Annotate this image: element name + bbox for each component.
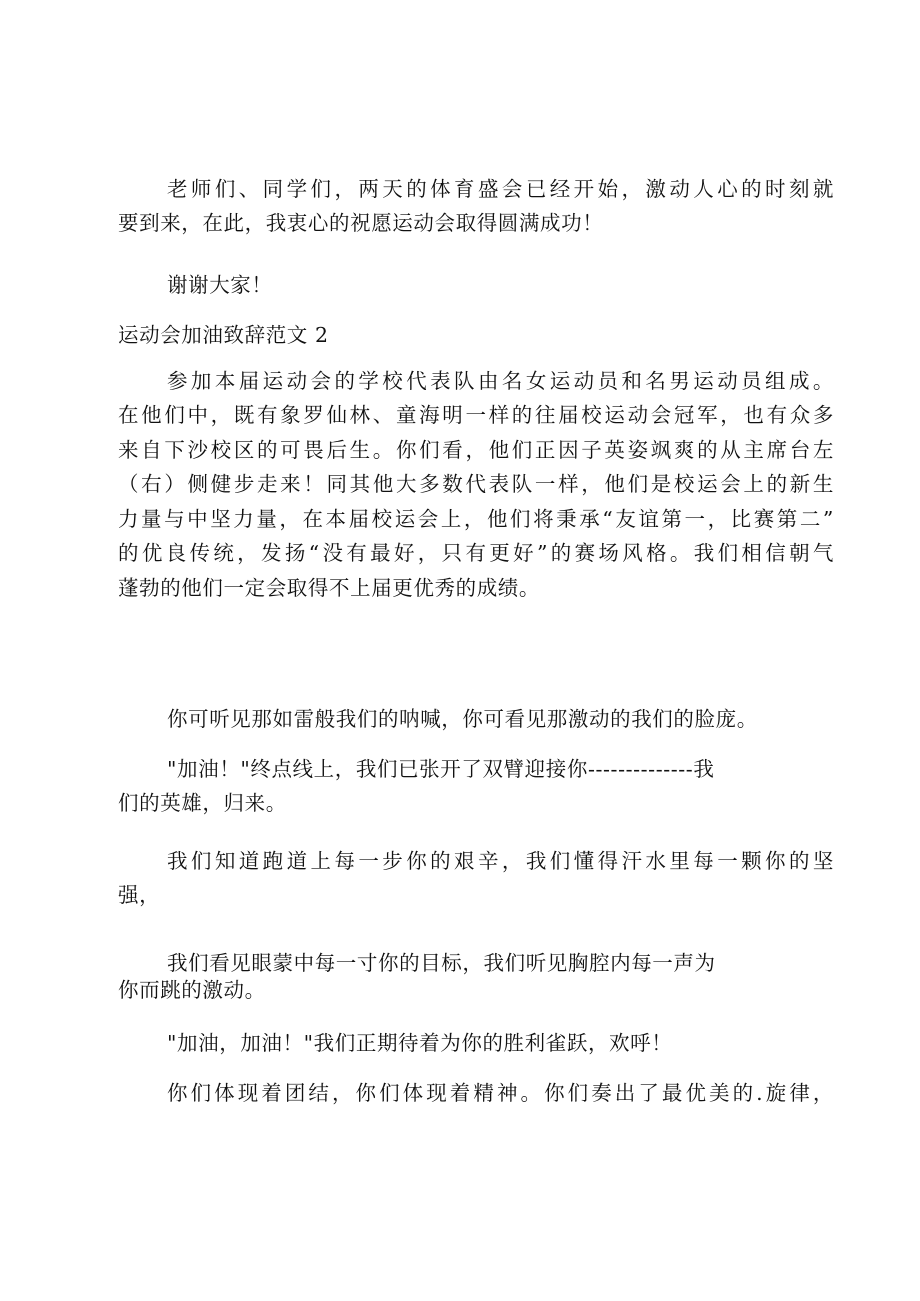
paragraph-line: "加油，加油！"我们正期待着为你的胜利雀跃，欢呼！: [167, 1031, 673, 1055]
paragraph-line: （右）侧健步走来！同其他大多数代表队一样，他们是校运会上的新生: [118, 472, 834, 497]
paragraph-line: 你而跳的激动。: [118, 978, 266, 1003]
paragraph-line: 们的英雄，归来。: [118, 791, 287, 816]
paragraph-opening: [118, 172, 834, 241]
paragraph-shout: [118, 702, 834, 736]
paragraph-unity: [118, 1076, 834, 1110]
paragraph-hardship: [118, 844, 834, 913]
paragraph-line: "加油！"终点线上，我们已张开了双臂迎接你--------------我: [167, 757, 715, 781]
paragraph-team-intro: [118, 364, 834, 605]
paragraph-line: 强，: [118, 883, 161, 908]
paragraph-line: 的优良传统，发扬“没有最好，只有更好”的赛场风格。我们相信朝气: [118, 541, 834, 566]
section-heading: [118, 318, 834, 352]
paragraph-line: 要到来，在此，我衷心的祝愿运动会取得圆满成功！: [118, 211, 604, 236]
paragraph-thanks: [118, 268, 834, 302]
paragraph-line: 在他们中，既有象罗仙林、童海明一样的往届校运动会冠军，也有众多: [118, 403, 834, 428]
paragraph-line: 我们知道跑道上每一步你的艰辛，我们懂得汗水里每一颗你的坚: [167, 849, 834, 873]
paragraph-line: 蓬勃的他们一定会取得不上届更优秀的成绩。: [118, 575, 540, 600]
paragraph-line: 我们看见眼蒙中每一寸你的目标，我们听见胸腔内每一声为: [167, 951, 716, 975]
paragraph-cheer-victory: [118, 1026, 834, 1060]
heading-text: 运动会加油致辞范文 2: [118, 323, 329, 347]
paragraph-line: 参加本届运动会的学校代表队由名女运动员和名男运动员组成。: [167, 369, 834, 393]
paragraph-line: 谢谢大家！: [167, 273, 273, 297]
paragraph-goal: [118, 950, 834, 1005]
paragraph-line: 老师们、同学们，两天的体育盛会已经开始，激动人心的时刻就: [167, 177, 834, 201]
paragraph-line: 力量与中坚力量，在本届校运会上，他们将秉承“友谊第一，比赛第二”: [118, 506, 834, 531]
paragraph-cheer-finish: [118, 752, 834, 821]
paragraph-line: 你可听见那如雷般我们的呐喊，你可看见那激动的我们的脸庞。: [167, 707, 758, 731]
paragraph-line: 来自下沙校区的可畏后生。你们看，他们正因子英姿飒爽的从主席台左: [118, 437, 834, 462]
paragraph-line: 你们体现着团结，你们体现着精神。你们奏出了最优美的.旋律，: [167, 1081, 834, 1105]
